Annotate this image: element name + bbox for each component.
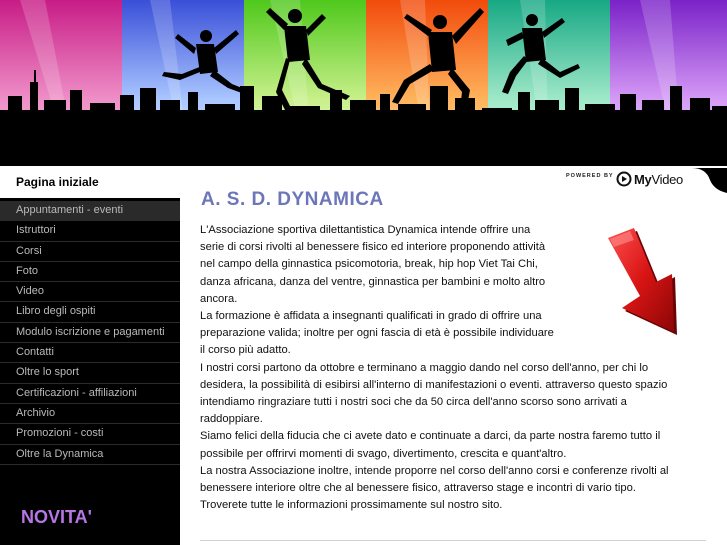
sidebar-item-foto[interactable]: Foto <box>0 262 180 282</box>
sidebar-item-modulo-iscrizione[interactable]: Modulo iscrizione e pagamenti <box>0 323 180 343</box>
sidebar-home-label: Pagina iniziale <box>16 175 99 189</box>
sidebar-item-oltre-la-dynamica[interactable]: Oltre la Dynamica <box>0 445 180 465</box>
text-line: I nostri corsi partono da ottobre e terminano a maggio dando nel corso dell'anno, per chi lo <box>200 361 649 374</box>
sidebar-menu <box>0 201 180 465</box>
intro-paragraph <box>200 222 575 360</box>
myvideo-brand <box>634 172 683 187</box>
text-line: serie di corsi rivolti al benessere fisico ed interiore proponendo attività <box>200 241 546 254</box>
sidebar-item-oltre-lo-sport[interactable]: Oltre lo sport <box>0 363 180 383</box>
text-line: ancora. <box>200 292 238 305</box>
myvideo-brand-video: Video <box>651 172 683 187</box>
text-line: Troverete tutte le informazioni prossimamente sul nostro sito. <box>200 499 503 512</box>
text-line: danza africana, danza del ventre, ginnastica per bambini e molto altro <box>200 275 546 288</box>
text-line: benessere interiore oltre che al benessere fisico, attraverso stage e incontri di vario tipo. <box>200 482 636 495</box>
text-line: raddoppiare. <box>200 413 263 426</box>
text-line: preparazione valida; inoltre per ogni fascia di età è possibile individuare <box>200 327 554 340</box>
novita-link[interactable]: NOVITA' <box>21 507 92 527</box>
text-line: L'Associazione sportiva dilettantistica Dynamica intende offrire una <box>200 224 531 236</box>
text-line: desidera, la possibilità di esibirsi all'interno di manifestazioni o eventi. attraverso questo spazio <box>200 378 668 391</box>
text-line: La nostra Associazione inoltre, intende proporre nel corso dell'anno corsi e conferenze rivolti al <box>200 464 669 477</box>
sidebar-item-home[interactable] <box>0 166 180 198</box>
text-line: Siamo felici della fiducia che ci avete dato e continuate a darci, da parte nostra faremo tutto il <box>200 430 661 443</box>
text-line: possibile per offrirvi momenti di svago, divertimento, crescita e quant'altro. <box>200 447 567 460</box>
text-line: il corso più adatto. <box>200 344 291 357</box>
page-title: A. S. D. DYNAMICA <box>201 189 384 210</box>
powered-by-label: POWERED BY <box>566 173 614 179</box>
banner-artwork <box>0 0 727 166</box>
sidebar-item-libro-ospiti[interactable]: Libro degli ospiti <box>0 302 180 322</box>
powered-by-badge[interactable] <box>560 168 727 193</box>
sidebar-item-archivio[interactable]: Archivio <box>0 404 180 424</box>
courses-paragraph <box>200 360 710 515</box>
sidebar-item-video[interactable]: Video <box>0 282 180 302</box>
myvideo-brand-my: My <box>634 172 652 187</box>
sidebar-item-appuntamenti[interactable]: Appuntamenti - eventi <box>0 201 180 221</box>
text-line: nel campo della ginnastica psicomotoria, break, hip hop Viet Tai Chi, <box>200 258 538 271</box>
header-banner <box>0 0 727 166</box>
sidebar-item-certificazioni[interactable]: Certificazioni - affiliazioni <box>0 384 180 404</box>
red-down-right-arrow-icon <box>600 224 695 339</box>
text-line: La formazione è affidata a insegnanti qualificati in grado di offrire una <box>200 310 542 323</box>
sidebar-item-corsi[interactable]: Corsi <box>0 242 180 262</box>
text-line: intendiamo ringraziare tutti i nostri soci che da 50 circa dell'anno scorso sono arrivati a <box>200 396 627 409</box>
sidebar-item-contatti[interactable]: Contatti <box>0 343 180 363</box>
sidebar-item-istruttori[interactable]: Istruttori <box>0 221 180 241</box>
myvideo-logo-icon <box>616 171 632 187</box>
sidebar-item-promozioni[interactable]: Promozioni - costi <box>0 424 180 444</box>
content-divider <box>200 540 706 541</box>
sidebar <box>0 166 180 545</box>
